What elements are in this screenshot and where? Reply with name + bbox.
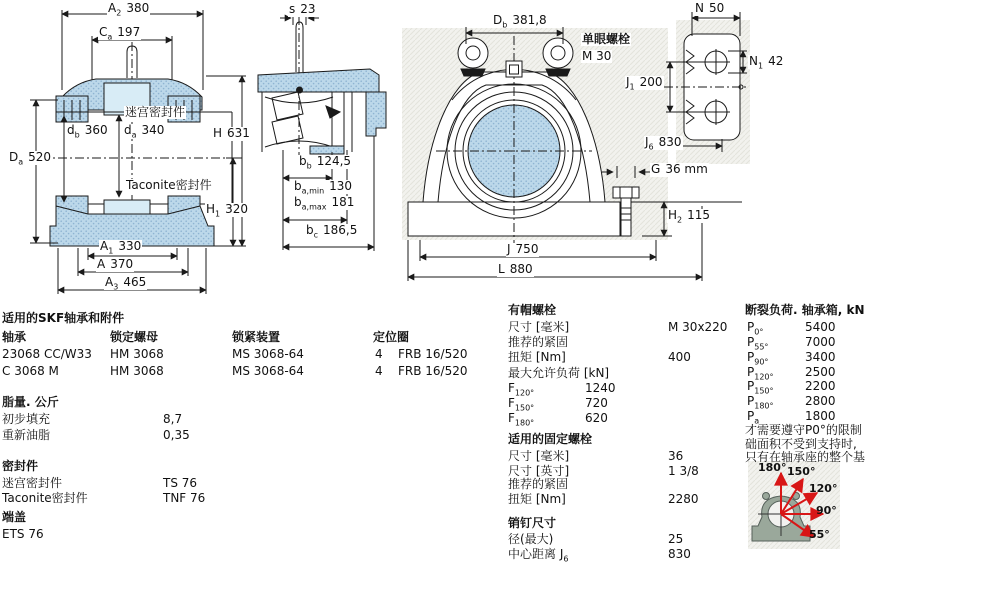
bearing-row-ring: FRB 16/520 [398,347,468,361]
load-F180-value: 620 [585,411,608,425]
dim-bb-value: 124,5 [316,154,352,168]
attachment-bolts-torque-label: 扭矩 [Nm] [508,492,566,506]
angle-label-90: 90° [816,504,837,517]
grease-initial-label: 初步填充 [2,412,51,426]
load-P120-value: 2500 [805,365,836,379]
dim-s-symbol: s [289,2,296,16]
dim-bc-symbol: b [306,223,314,237]
cap-bolts-max-load-label: 最大允许负荷 [kN] [508,366,610,380]
breaking-note-line: 才需要遵守P0°的限制 [745,423,862,437]
dim-da-sub: a [131,130,137,140]
dim-J [506,243,539,257]
bearing-row-designation: 23068 CC/W33 [2,347,92,361]
grease-relube-label: 重新油脂 [2,428,51,442]
grease-section-title: 脂量. 公斤 [2,395,59,409]
dim-ba-min [293,180,353,194]
dim-G-symbol: G [651,162,661,176]
end-cover-title: 端盖 [2,510,27,524]
attachment-bolts-title: 适用的固定螺栓 [508,432,593,446]
dim-A2-symbol: A [108,1,117,15]
seals-section-title: 密封件 [2,459,39,473]
bearing-row-device: MS 3068-64 [232,347,304,361]
dim-J6-value: 830 [658,135,682,149]
dim-bb-sub: b [306,161,312,171]
dim-bc [305,224,358,238]
pin-diameter-value: 25 [668,532,684,546]
dim-A1-value: 330 [118,239,142,253]
load-P90-sub: 90° [754,357,769,367]
grease-initial-value: 8,7 [163,412,183,426]
load-F180-sub: 180° [514,418,535,428]
dim-A1-sub: 1 [108,246,114,256]
bearing-row-nut: HM 3068 [110,364,164,378]
load-F120-value: 1240 [585,381,616,395]
dim-ba-max [293,196,355,210]
dim-L-value: 880 [509,262,533,276]
bearing-row-ring: FRB 16/520 [398,364,468,378]
load-P55-value: 7000 [805,335,836,349]
load-P90-value: 3400 [805,350,836,364]
load-Pa-value: 1800 [805,409,836,423]
dim-J1-symbol: J [626,75,630,89]
taconite-seal-label: Taconite密封件 [126,178,212,192]
dim-J1-value: 200 [639,75,663,89]
dim-Da-sub: a [18,157,24,167]
col-header-bearing: 轴承 [2,330,27,344]
load-P150-sub: 150° [754,386,774,396]
dim-db [66,124,109,138]
attachment-bolts-size-mm-value: 36 [668,449,684,463]
dim-J-value: 750 [515,242,539,256]
dim-H-symbol: H [213,126,223,140]
load-F180-label [508,411,534,430]
load-P0-value: 5400 [805,320,836,334]
grease-relube-value: 0,35 [163,428,190,442]
dim-J6 [644,136,683,150]
load-F120-sub: 120° [514,388,535,398]
dim-A2 [107,2,150,16]
dim-da-symbol: d [124,123,132,137]
dim-A [96,258,134,272]
end-cover-value: ETS 76 [2,527,44,541]
load-P90-symbol: P [747,350,755,364]
dim-bb-symbol: b [299,154,307,168]
dim-J1 [625,76,664,90]
load-F150-symbol: F [508,396,515,410]
load-P55-sub: 55° [754,342,769,352]
pins-title: 销钉尺寸 [508,516,557,530]
dim-ba-max-value: 181 [331,195,355,209]
dim-N [694,2,725,16]
dim-ba-max-sub: a,max [301,202,327,212]
dim-da [123,124,165,138]
pin-cc-label-text: 中心距离 J [508,547,564,561]
pin-cc-value: 830 [668,547,691,561]
cap-bolts-size-label: 尺寸 [毫米] [508,320,570,334]
labyrinth-seal-row-label: 迷宫密封件 [2,476,63,490]
detail-view-drawing [258,11,386,251]
dim-ba-max-symbol: b [294,195,302,209]
pin-cc-label [508,547,568,566]
labyrinth-seal-row-value: TS 76 [163,476,198,490]
bearing-row-designation: C 3068 M [2,364,59,378]
dim-Db-symbol: D [493,13,503,27]
attachment-bolts-size-in-label: 尺寸 [英寸] [508,464,570,478]
load-P120-sub: 120° [754,372,774,382]
cap-bolts-torque-value: 400 [668,350,691,364]
dim-bc-sub: c [313,230,319,240]
dim-N1-sub: 1 [757,61,764,71]
dim-Da [8,151,52,165]
dim-A3-symbol: A [105,275,114,289]
load-P180-value: 2800 [805,394,836,408]
breaking-note-line: 础面积不受到支持时, [745,437,857,451]
dim-A2-value: 380 [126,1,150,15]
dim-N1-symbol: N [749,54,758,68]
dim-A-value: 370 [110,257,134,271]
dim-N1-value: 42 [768,54,784,68]
load-P55-symbol: P [747,335,755,349]
load-P0-sub: 0° [754,327,764,337]
dim-A2-sub: 2 [116,8,122,18]
cap-bolts-size-value: M 30x220 [668,320,728,334]
dim-H1-value: 320 [225,202,249,216]
dim-Db [492,14,548,28]
dim-ba-min-symbol: b [294,179,302,193]
dim-N-value: 50 [708,1,725,15]
dim-da-value: 340 [141,123,165,137]
pin-cc-label-sub: 6 [563,554,569,564]
taconite-seal-row-label: Taconite密封件 [2,491,88,505]
dim-A3-value: 465 [123,275,147,289]
dim-J1-sub: 1 [629,82,635,92]
dim-N-symbol: N [695,1,704,15]
dim-H2-sub: 2 [677,215,683,225]
dim-ba-min-value: 130 [329,179,353,193]
attachment-bolts-size-mm-label: 尺寸 [毫米] [508,449,570,463]
load-P120-symbol: P [747,365,755,379]
attachment-bolts-torque-value: 2280 [668,492,699,506]
load-Pa-symbol: P [747,409,755,423]
col-header-device: 锁紧装置 [232,330,281,344]
dim-Ca-sub: a [107,32,113,42]
dim-s [288,3,317,17]
dim-ba-min-sub: a,min [301,186,325,196]
dim-L-symbol: L [498,262,505,276]
dim-G [650,163,709,177]
dim-Da-value: 520 [28,150,52,164]
bearing-row-qty: 4 [375,364,383,378]
bearing-row-device: MS 3068-64 [232,364,304,378]
angle-label-180: 180° [758,461,787,474]
dim-A-symbol: A [97,257,106,271]
dim-bb [298,155,352,169]
col-header-nut: 锁定螺母 [110,330,159,344]
eye-bolt-title: 单眼螺栓 [582,32,631,46]
cap-bolts-tightening-label: 推荐的紧固 [508,335,569,349]
dim-H1 [205,203,249,217]
breaking-note-line: 只有在轴承座的整个基 [745,450,866,464]
dim-N1 [748,55,784,69]
dim-G-value: 36 mm [665,162,708,176]
dim-A1-symbol: A [100,239,109,253]
dim-H2-symbol: H [668,208,678,222]
dim-db-sub: b [74,130,80,140]
dim-Db-sub: b [502,20,508,30]
dim-H1-symbol: H [206,202,216,216]
dim-H [212,127,251,141]
taconite-seal-row-value: TNF 76 [163,491,206,505]
load-F180-symbol: F [508,411,515,425]
load-P0-symbol: P [747,320,755,334]
angle-label-120: 120° [809,482,838,495]
dim-Ca-symbol: C [99,25,108,39]
load-F150-value: 720 [585,396,608,410]
col-header-ring: 定位圈 [373,330,410,344]
dim-A3 [104,276,147,290]
pin-diameter-label: 径(最大) [508,532,554,546]
eye-bolt-size: M 30 [582,49,612,63]
dim-H-value: 631 [227,126,250,140]
cap-bolts-torque-label: 扭矩 [Nm] [508,350,566,364]
dim-H2-value: 115 [687,208,711,222]
load-F120-symbol: F [508,381,515,395]
bearing-row-qty: 4 [375,347,383,361]
breaking-loads-title: 断裂负荷. 轴承箱, kN [745,303,865,317]
attachment-bolts-size-in-value: 1 3/8 [668,464,699,478]
dim-H2 [667,209,711,223]
dim-J-symbol: J [507,242,511,256]
angle-label-55: 55° [809,528,830,541]
dim-Db-value: 381,8 [512,13,547,27]
dim-A1 [99,240,142,254]
load-F150-sub: 150° [514,403,535,413]
dim-s-value: 23 [300,2,316,16]
dim-J6-symbol: J [645,135,649,149]
dim-db-value: 360 [84,123,108,137]
load-P180-sub: 180° [754,401,774,411]
load-Pa-sub: a [754,416,760,426]
load-P150-symbol: P [747,379,755,393]
dim-Ca-value: 197 [117,25,141,39]
dim-db-symbol: d [67,123,75,137]
dim-H1-sub: 1 [215,209,221,219]
dim-A3-sub: 3 [113,282,119,292]
load-P180-symbol: P [747,394,755,408]
angle-label-150: 150° [787,465,816,478]
labyrinth-seal-label: 迷宫密封件 [125,105,186,119]
dim-Da-symbol: D [9,150,19,164]
bearings-table-title: 适用的SKF轴承和附件 [2,311,125,325]
bearing-row-nut: HM 3068 [110,347,164,361]
dim-L [497,263,534,277]
attachment-bolts-tightening-label: 推荐的紧固 [508,477,569,491]
load-P150-value: 2200 [805,379,836,393]
dim-Ca [98,26,141,40]
dim-bc-value: 186,5 [323,223,358,237]
cap-bolts-title: 有帽螺栓 [508,303,557,317]
dim-J6-sub: 6 [648,142,654,152]
